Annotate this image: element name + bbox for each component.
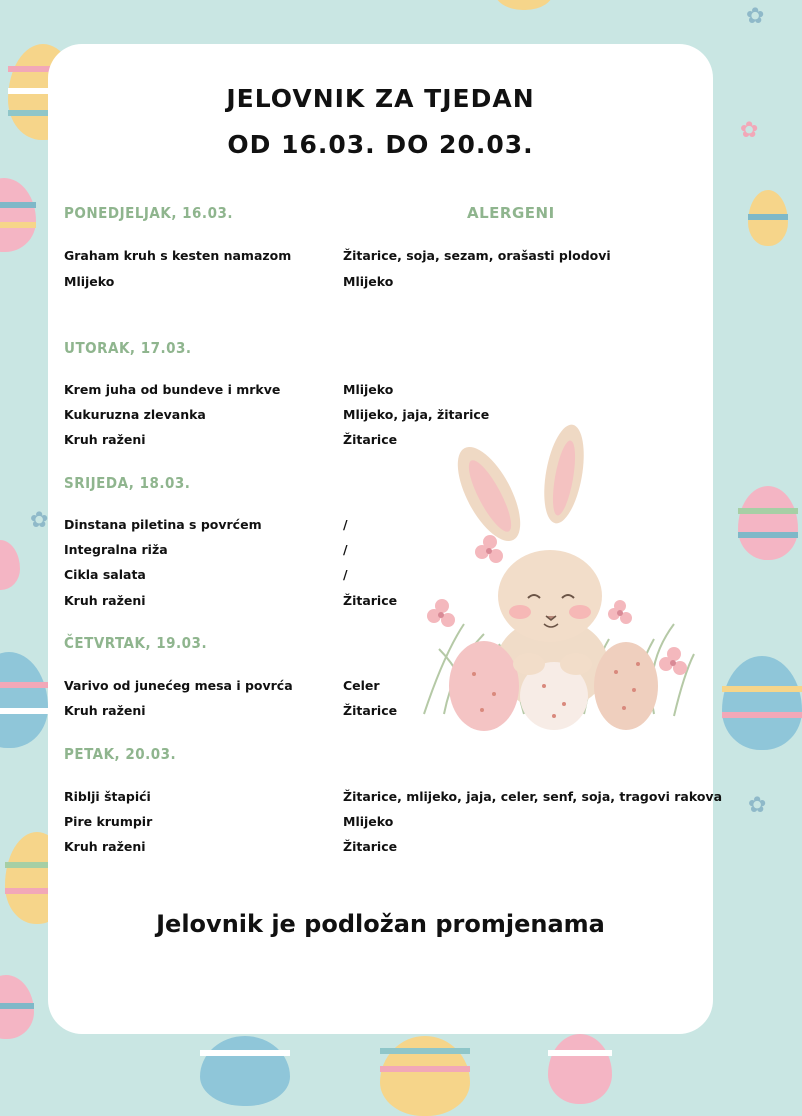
flower-icon: ✿ xyxy=(30,508,49,533)
dish-name: Mlijeko xyxy=(64,274,115,289)
dish-name: Pire krumpir xyxy=(64,814,153,829)
allergens-value: / xyxy=(343,567,348,582)
day-heading-friday: PETAK, 20.03. xyxy=(64,745,177,763)
allergens-value: Žitarice, soja, sezam, orašasti plodovi xyxy=(343,248,611,263)
dish-name: Kruh raženi xyxy=(64,703,146,718)
flower-icon: ✿ xyxy=(746,4,765,29)
easter-egg-icon xyxy=(380,1036,470,1116)
page-subtitle: OD 16.03. DO 20.03. xyxy=(227,130,534,159)
easter-egg-icon xyxy=(748,190,788,246)
allergens-value: Žitarice xyxy=(343,839,398,854)
dish-name: Krem juha od bundeve i mrkve xyxy=(64,382,281,397)
allergens-heading: ALERGENI xyxy=(467,204,555,222)
easter-egg-icon xyxy=(722,656,802,750)
menu-row xyxy=(64,382,694,402)
easter-egg-icon xyxy=(0,178,36,252)
dish-name: Integralna riža xyxy=(64,542,168,557)
dish-name: Kukuruzna zlevanka xyxy=(64,407,206,422)
day-heading-tuesday: UTORAK, 17.03. xyxy=(64,339,192,357)
flower-icon: ✿ xyxy=(740,118,759,143)
menu-row xyxy=(64,248,694,268)
allergens-value: / xyxy=(343,542,348,557)
menu-row xyxy=(64,789,722,809)
menu-row xyxy=(64,814,694,834)
footer-note: Jelovnik je podložan promjenama xyxy=(156,910,605,938)
easter-egg-icon xyxy=(494,0,554,10)
page-title: JELOVNIK ZA TJEDAN xyxy=(226,84,535,113)
dish-name: Kruh raženi xyxy=(64,593,146,608)
dish-name: Dinstana piletina s povrćem xyxy=(64,517,262,532)
dish-name: Kruh raženi xyxy=(64,839,146,854)
day-heading-wednesday: SRIJEDA, 18.03. xyxy=(64,474,191,492)
dish-name: Riblji štapići xyxy=(64,789,151,804)
easter-egg-icon xyxy=(0,975,34,1039)
menu-row xyxy=(64,274,694,294)
dish-name: Graham kruh s kesten namazom xyxy=(64,248,292,263)
allergens-value: Celer xyxy=(343,678,380,693)
easter-egg-icon xyxy=(548,1034,612,1104)
easter-egg-icon xyxy=(0,540,20,590)
allergens-value: Žitarice xyxy=(343,593,398,608)
easter-egg-icon xyxy=(200,1036,290,1106)
allergens-value: Žitarice xyxy=(343,703,398,718)
dish-name: Varivo od junećeg mesa i povrća xyxy=(64,678,293,693)
allergens-value: Mlijeko xyxy=(343,814,394,829)
menu-row xyxy=(64,839,694,859)
menu-card xyxy=(48,44,722,1034)
day-heading-thursday: ČETVRTAK, 19.03. xyxy=(64,634,208,652)
dish-name: Kruh raženi xyxy=(64,432,146,447)
allergens-value: Žitarice, mlijeko, jaja, celer, senf, soja, tragovi rakova xyxy=(343,789,722,804)
allergens-value: / xyxy=(343,517,348,532)
allergens-value: Mlijeko xyxy=(343,274,394,289)
easter-egg-icon xyxy=(738,486,798,560)
allergens-value: Mlijeko xyxy=(343,382,394,397)
dish-name: Cikla salata xyxy=(64,567,146,582)
easter-egg-icon xyxy=(0,652,48,748)
day-heading-monday: PONEDJELJAK, 16.03. xyxy=(64,204,233,222)
easter-bunny-illustration xyxy=(404,424,700,724)
allergens-value: Mlijeko, jaja, žitarice xyxy=(343,407,490,422)
flower-icon: ✿ xyxy=(748,793,767,818)
allergens-value: Žitarice xyxy=(343,432,398,447)
